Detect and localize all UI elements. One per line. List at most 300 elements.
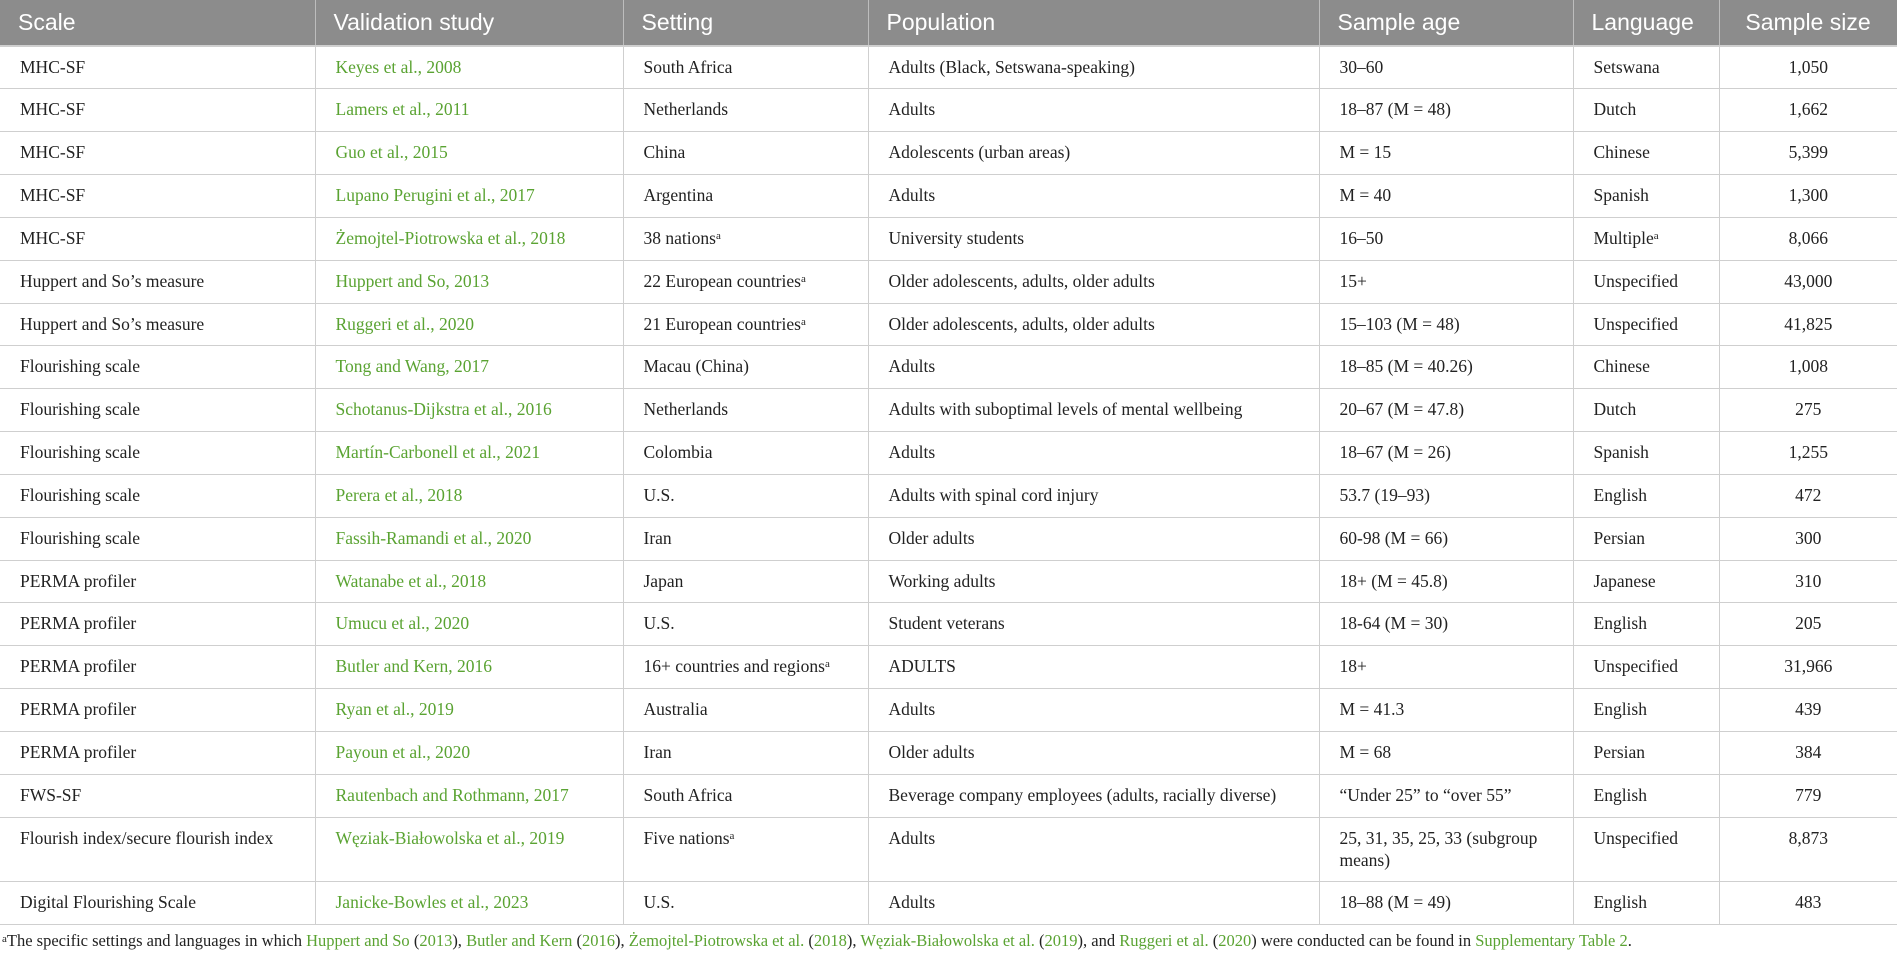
cell-language-text: Dutch [1593,399,1637,420]
cell-setting [623,217,868,260]
cell-language [1573,817,1719,881]
cell-sample-size [1719,89,1897,132]
footnote-text: ), [615,930,629,950]
cell-sample-age-text: 18–88 (M = 49) [1339,891,1451,912]
cell-sample-age [1319,260,1573,303]
cell-language-text: Persian [1593,742,1646,762]
footnote-link[interactable]: Butler and Kern [466,930,573,950]
cell-setting [623,389,868,432]
footnote-marker: a [2,932,7,945]
cell-language [1573,389,1719,432]
cell-sample-age [1319,432,1573,475]
cell-validation-study-text[interactable]: Ruggeri et al., 2020 [335,313,475,334]
footnote-text: The specific settings and languages in which [6,930,307,950]
cell-validation-study [315,132,623,175]
cell-setting-text: 21 European countries [643,313,801,334]
cell-scale [0,646,315,689]
cell-setting-text: U.S. [643,891,675,912]
cell-population-text: Adults (Black, Setswana-speaking) [888,57,1135,77]
cell-sample-size-text: 472 [1795,484,1822,505]
table-row [0,303,1897,346]
cell-language-text: Chinese [1593,142,1650,163]
cell-scale-text: MHC-SF [20,185,86,206]
table-row [0,603,1897,646]
cell-setting [623,774,868,817]
cell-language [1573,132,1719,175]
footnote-text: ( [1208,930,1219,950]
cell-scale-text: Flourish index/secure flourish index [20,827,274,848]
cell-validation-study [315,689,623,732]
cell-population [868,303,1319,346]
cell-scale [0,260,315,303]
cell-population-text: Adults [888,442,936,463]
cell-sample-size [1719,817,1897,881]
cell-sample-size-text: 41,825 [1784,313,1833,334]
cell-setting [623,560,868,603]
cell-language [1573,346,1719,389]
cell-validation-study [315,346,623,389]
cell-setting-text: U.S. [643,613,675,634]
cell-population-text: Adults with suboptimal levels of mental wellbeing [888,399,1243,420]
cell-sample-age-text: 18+ [1339,656,1367,677]
table-row [0,689,1897,732]
table-row [0,132,1897,175]
cell-setting [623,646,868,689]
cell-scale [0,560,315,603]
cell-scale-text: MHC-SF [20,99,86,120]
cell-validation-study [315,560,623,603]
table-row [0,517,1897,560]
cell-sample-age [1319,881,1573,924]
cell-population [868,881,1319,924]
footnote-text: ), [846,930,861,950]
footnote-link[interactable]: Supplementary Table 2 [1475,930,1628,950]
cell-scale [0,389,315,432]
cell-language-text: Spanish [1593,185,1649,206]
cell-sample-age [1319,303,1573,346]
footnote-link[interactable]: Ruggeri et al. [1119,930,1209,950]
header-row [0,0,1897,46]
cell-language-text: Japanese [1593,570,1656,591]
cell-population-text: Beverage company employees (adults, racially diverse) [888,784,1277,805]
cell-sample-size [1719,389,1897,432]
cell-validation-study [315,817,623,881]
footnote-text: ( [1034,930,1045,950]
cell-sample-age [1319,46,1573,89]
cell-validation-study [315,175,623,218]
cell-scale-text: PERMA profiler [20,656,137,677]
cell-setting [623,689,868,732]
cell-sample-size [1719,260,1897,303]
cell-population [868,517,1319,560]
table-row [0,346,1897,389]
cell-setting [623,881,868,924]
footnote-text: ) were conducted can be found in [1251,930,1476,950]
cell-sample-age [1319,175,1573,218]
footnote-marker: a [800,315,806,328]
cell-language-text: Unspecified [1593,313,1679,334]
cell-language [1573,217,1719,260]
cell-validation-study-text[interactable]: Janicke-Bowles et al., 2023 [335,891,529,912]
cell-sample-age [1319,817,1573,881]
cell-sample-size [1719,474,1897,517]
cell-validation-study-text[interactable]: Payoun et al., 2020 [335,742,471,762]
cell-sample-size [1719,732,1897,775]
footnote-marker: a [715,229,721,242]
footnote-marker: a [1653,229,1659,242]
cell-sample-size [1719,346,1897,389]
cell-sample-age [1319,389,1573,432]
cell-language [1573,517,1719,560]
cell-scale-text: MHC-SF [20,227,86,248]
cell-validation-study [315,603,623,646]
table-row [0,389,1897,432]
footnote-text: ), and [1077,930,1120,950]
cell-setting-text: Netherlands [643,99,729,120]
cell-sample-age-text: 30–60 [1339,57,1384,77]
cell-language [1573,881,1719,924]
cell-language [1573,689,1719,732]
cell-language-text: Chinese [1593,356,1650,377]
cell-scale-text: FWS-SF [20,784,82,805]
cell-sample-age-text: 60-98 (M = 66) [1339,527,1449,548]
table-row [0,46,1897,89]
cell-language-text: English [1593,891,1647,912]
cell-setting-text: Five nations [643,827,730,848]
cell-language-text: English [1593,784,1647,805]
cell-setting [623,474,868,517]
cell-validation-study [315,260,623,303]
cell-scale-text: PERMA profiler [20,699,137,720]
cell-language-text: English [1593,613,1647,634]
cell-language [1573,646,1719,689]
table-body [0,46,1897,924]
cell-sample-age [1319,89,1573,132]
cell-sample-size-text: 1,255 [1788,442,1828,463]
cell-population [868,474,1319,517]
cell-language [1573,89,1719,132]
cell-sample-size-text: 5,399 [1788,142,1828,163]
cell-validation-study-text[interactable]: Guo et al., 2015 [335,142,448,163]
cell-sample-size-text: 8,066 [1788,227,1828,248]
cell-sample-size-text: 31,966 [1784,656,1833,677]
cell-language [1573,774,1719,817]
cell-population-text: Older adults [888,742,975,762]
cell-scale-text: Flourishing scale [20,527,141,548]
cell-setting [623,432,868,475]
cell-population-text: Older adolescents, adults, older adults [888,313,1155,334]
cell-language-text: Unspecified [1593,270,1679,291]
cell-validation-study-text[interactable]: Watanabe et al., 2018 [335,570,487,591]
footnote-link[interactable]: Żemojtel-Piotrowska et al. [628,930,805,950]
cell-language-text: Unspecified [1593,656,1679,677]
cell-validation-study [315,646,623,689]
cell-scale-text: PERMA profiler [20,613,137,634]
cell-sample-age [1319,603,1573,646]
cell-validation-study-text[interactable]: Butler and Kern, 2016 [335,656,492,677]
cell-sample-size-text: 384 [1795,742,1822,762]
cell-setting-text: Iran [643,742,672,762]
cell-sample-age [1319,732,1573,775]
cell-setting-text: South Africa [643,784,733,805]
table-row [0,474,1897,517]
cell-validation-study [315,303,623,346]
cell-validation-study-text[interactable]: Żemojtel-Piotrowska et al., 2018 [335,227,566,248]
footnote-text: ( [409,930,420,950]
cell-validation-study-text[interactable]: Lamers et al., 2011 [335,99,470,120]
cell-sample-age-text: 18+ (M = 45.8) [1339,570,1448,591]
footnote-link[interactable]: 2018 [813,930,847,950]
table-row [0,432,1897,475]
footnote-text: . [1627,930,1632,950]
cell-validation-study-text[interactable]: Fassih-Ramandi et al., 2020 [335,527,532,548]
cell-sample-size-text: 1,662 [1788,99,1828,120]
cell-validation-study-text[interactable]: Keyes et al., 2008 [335,57,462,77]
cell-population-text: Adults [888,185,936,206]
cell-scale-text: PERMA profiler [20,742,137,762]
cell-sample-size-text: 275 [1795,399,1822,420]
footnote-link[interactable]: 2013 [419,930,453,950]
cell-scale [0,603,315,646]
footnote-text: ( [572,930,582,950]
footnote-text: ( [804,930,814,950]
footnote-link[interactable]: 2019 [1044,930,1078,950]
cell-population-text: Adults [888,699,936,720]
cell-validation-study-text[interactable]: Huppert and So, 2013 [335,270,490,291]
table-row [0,89,1897,132]
cell-scale [0,517,315,560]
cell-setting [623,817,868,881]
table-row [0,881,1897,924]
cell-sample-age [1319,346,1573,389]
cell-language-text: Persian [1593,527,1646,548]
cell-sample-age-text: 15+ [1339,270,1367,291]
cell-validation-study-text[interactable]: Lupano Perugini et al., 2017 [335,185,535,206]
cell-population [868,217,1319,260]
cell-setting-text: Australia [643,699,708,720]
cell-validation-study-text[interactable]: Martín-Carbonell et al., 2021 [335,442,541,463]
cell-validation-study-text[interactable]: Rautenbach and Rothmann, 2017 [335,784,569,805]
cell-setting-text: China [643,142,686,163]
table-footnote [0,925,1897,951]
cell-population-text: University students [888,227,1025,248]
cell-language [1573,303,1719,346]
footnote-link[interactable]: Huppert and So [306,930,410,950]
table-row [0,175,1897,218]
cell-language [1573,175,1719,218]
cell-scale [0,732,315,775]
cell-setting [623,132,868,175]
cell-setting [623,260,868,303]
cell-setting-text: 16+ countries and regions [643,656,825,677]
cell-population [868,732,1319,775]
cell-setting [623,303,868,346]
cell-sample-size-text: 43,000 [1784,270,1833,291]
cell-sample-age [1319,689,1573,732]
cell-validation-study [315,432,623,475]
cell-population [868,260,1319,303]
footnote-link[interactable]: 2020 [1218,930,1252,950]
cell-scale-text: Huppert and So’s measure [20,270,205,291]
cell-validation-study [315,89,623,132]
cell-sample-age-text: 20–67 (M = 47.8) [1339,399,1465,420]
table-row [0,817,1897,881]
cell-setting-text: Japan [643,570,684,591]
cell-setting [623,346,868,389]
cell-sample-age [1319,774,1573,817]
cell-language [1573,474,1719,517]
cell-sample-age [1319,474,1573,517]
cell-population [868,432,1319,475]
cell-sample-age [1319,646,1573,689]
cell-sample-age [1319,217,1573,260]
cell-population-text: Adults [888,827,936,848]
cell-sample-age [1319,132,1573,175]
cell-population-text: ADULTS [888,656,956,677]
cell-setting-text: Netherlands [643,399,729,420]
cell-sample-size-text: 8,873 [1788,827,1828,848]
cell-sample-age-text: 25, 31, 35, 25, 33 (subgroup means) [1339,827,1538,870]
cell-scale [0,303,315,346]
cell-sample-age-text: 15–103 (M = 48) [1339,313,1460,334]
cell-validation-study-text[interactable]: Węziak-Białowolska et al., 2019 [335,827,565,848]
cell-sample-size-text: 1,050 [1788,57,1828,77]
cell-scale [0,881,315,924]
cell-sample-age-text: 18-64 (M = 30) [1339,613,1449,634]
cell-setting-text: Macau (China) [643,356,749,377]
cell-language [1573,432,1719,475]
cell-validation-study [315,732,623,775]
cell-setting-text: 22 European countries [643,270,801,291]
cell-sample-size-text: 1,300 [1788,185,1828,206]
cell-language-text: Dutch [1593,99,1637,120]
cell-sample-age-text: 53.7 (19–93) [1339,484,1430,505]
header-population: Population [868,0,1319,46]
cell-validation-study-text[interactable]: Ryan et al., 2019 [335,699,454,720]
cell-sample-age-text: M = 40 [1339,185,1392,206]
cell-scale-text: Flourishing scale [20,356,141,377]
cell-language-text: Multiple [1593,227,1654,248]
footnote-marker: a [800,272,806,285]
cell-population-text: Adults [888,356,936,377]
cell-scale [0,474,315,517]
cell-language-text: Setswana [1593,57,1660,77]
cell-population-text: Working adults [888,570,996,591]
cell-scale-text: Flourishing scale [20,399,141,420]
table-row [0,732,1897,775]
cell-sample-size [1719,689,1897,732]
cell-validation-study-text[interactable]: Perera et al., 2018 [335,484,463,505]
cell-population-text: Older adolescents, adults, older adults [888,270,1155,291]
cell-validation-study-text[interactable]: Schotanus-Dijkstra et al., 2016 [335,399,552,420]
cell-validation-study [315,774,623,817]
cell-sample-size [1719,646,1897,689]
cell-language [1573,603,1719,646]
table-row [0,560,1897,603]
cell-sample-age [1319,560,1573,603]
cell-validation-study [315,881,623,924]
cell-sample-size [1719,132,1897,175]
cell-scale [0,346,315,389]
cell-population [868,603,1319,646]
cell-population [868,175,1319,218]
cell-sample-age-text: “Under 25” to “over 55” [1339,784,1512,805]
cell-scale [0,46,315,89]
cell-setting-text: Iran [643,527,672,548]
cell-scale-text: MHC-SF [20,57,86,77]
cell-setting-text: Colombia [643,442,713,463]
cell-population [868,817,1319,881]
table-row [0,217,1897,260]
cell-population-text: Student veterans [888,613,1005,634]
cell-sample-size-text: 1,008 [1788,356,1828,377]
cell-sample-size-text: 439 [1795,699,1822,720]
cell-population [868,646,1319,689]
cell-sample-size-text: 205 [1795,613,1822,634]
cell-language-text: Unspecified [1593,827,1679,848]
cell-validation-study [315,46,623,89]
cell-language [1573,560,1719,603]
cell-sample-age-text: 18–87 (M = 48) [1339,99,1451,120]
header-setting: Setting [623,0,868,46]
cell-scale-text: Flourishing scale [20,484,141,505]
table-row [0,774,1897,817]
footnote-link[interactable]: Węziak-Białowolska et al. [860,930,1035,950]
cell-sample-age-text: 18–67 (M = 26) [1339,442,1451,463]
cell-population-text: Older adults [888,527,975,548]
cell-sample-size [1719,517,1897,560]
cell-sample-size-text: 483 [1795,891,1822,912]
cell-sample-size [1719,881,1897,924]
cell-sample-size [1719,175,1897,218]
footnote-marker: a [824,658,830,671]
cell-scale [0,132,315,175]
cell-sample-size [1719,603,1897,646]
cell-validation-study [315,389,623,432]
cell-population [868,689,1319,732]
cell-scale-text: Digital Flourishing Scale [20,891,196,912]
header-sample-size: Sample size [1719,0,1897,46]
footnote-link[interactable]: 2016 [582,930,615,950]
cell-population [868,132,1319,175]
cell-language-text: English [1593,484,1647,505]
cell-scale-text: Huppert and So’s measure [20,313,205,334]
header-sample-age: Sample age [1319,0,1573,46]
footnote-text: ), [452,930,467,950]
cell-validation-study [315,217,623,260]
cell-validation-study [315,474,623,517]
cell-sample-size-text: 779 [1795,784,1822,805]
cell-sample-size [1719,46,1897,89]
cell-setting [623,46,868,89]
cell-setting-text: Argentina [643,185,714,206]
cell-sample-age [1319,517,1573,560]
table-row [0,646,1897,689]
cell-validation-study-text[interactable]: Tong and Wang, 2017 [335,356,490,377]
cell-sample-age-text: M = 15 [1339,142,1392,163]
cell-scale-text: Flourishing scale [20,442,141,463]
cell-population-text: Adults [888,99,936,120]
cell-setting [623,603,868,646]
cell-validation-study-text[interactable]: Umucu et al., 2020 [335,613,470,634]
cell-population [868,389,1319,432]
cell-scale-text: PERMA profiler [20,570,137,591]
cell-setting-text: U.S. [643,484,675,505]
cell-sample-age-text: 18–85 (M = 40.26) [1339,356,1473,377]
cell-population [868,774,1319,817]
cell-language [1573,732,1719,775]
header-validation-study: Validation study [315,0,623,46]
